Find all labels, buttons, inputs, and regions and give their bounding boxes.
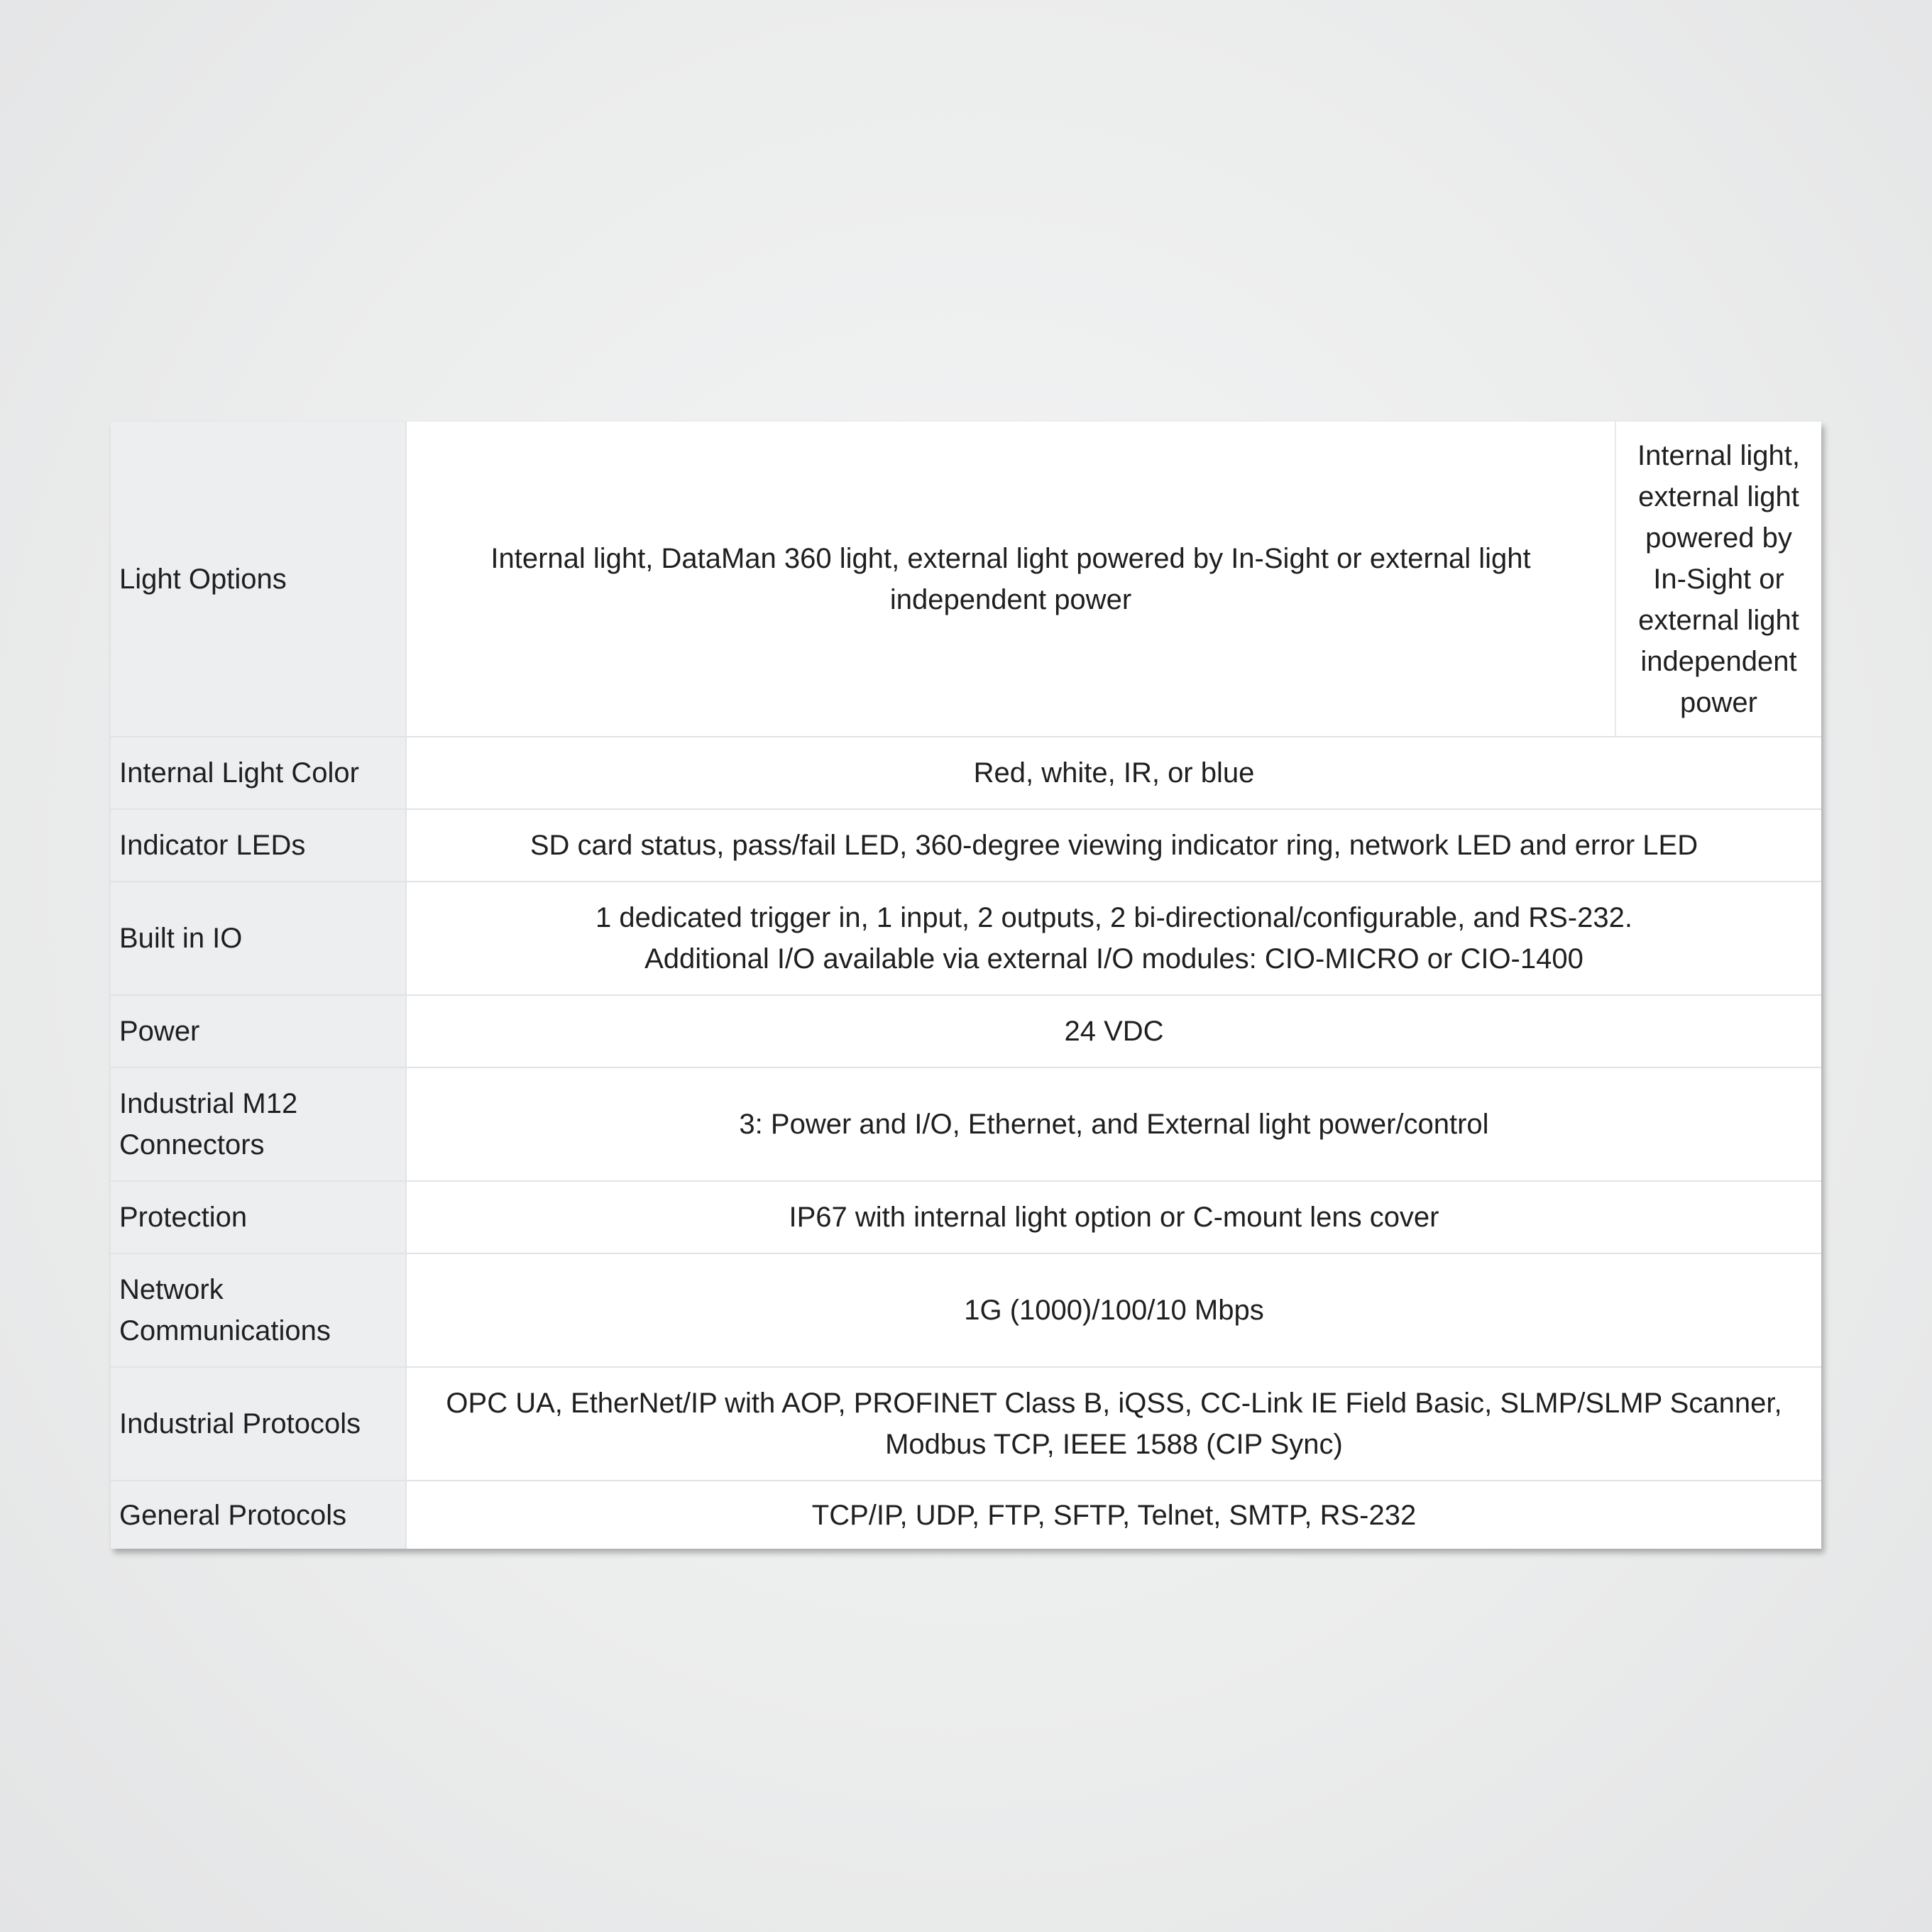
- spec-label-line: Connectors: [119, 1129, 265, 1160]
- spec-label: [111, 1253, 406, 1367]
- spec-row-industrial-protocols: [111, 1367, 1821, 1481]
- spec-value-line: Red, white, IR, or blue: [973, 757, 1255, 789]
- spec-row-network-communications: [111, 1253, 1821, 1367]
- spec-table-card: [111, 422, 1821, 1549]
- spec-value-line: Additional I/O available via external I/O modules: CIO-MICRO or CIO-1400: [644, 943, 1584, 975]
- spec-label: General Protocols: [111, 1481, 406, 1549]
- spec-value: [406, 1367, 1821, 1481]
- spec-value-line: IP67 with internal light option or C-mount lens cover: [789, 1202, 1439, 1233]
- spec-row-built-in-io: [111, 882, 1821, 995]
- spec-row-light-options: [111, 422, 1821, 737]
- spec-value-line: In-Sight or: [1653, 563, 1784, 595]
- spec-row-general-protocols: [111, 1481, 1821, 1549]
- spec-label-line: Network: [119, 1274, 224, 1305]
- spec-label: [111, 1067, 406, 1181]
- spec-value: [406, 809, 1821, 882]
- spec-label: Built in IO: [111, 882, 406, 995]
- spec-value-line: Modbus TCP, IEEE 1588 (CIP Sync): [885, 1429, 1343, 1460]
- spec-value: [406, 422, 1615, 737]
- spec-row-industrial-m12-connectors: [111, 1067, 1821, 1181]
- spec-value-line: OPC UA, EtherNet/IP with AOP, PROFINET Class B, iQSS, CC-Link IE Field Basic, SLMP/SLMP Scanner,: [446, 1388, 1782, 1419]
- spec-value-line: SD card status, pass/fail LED, 360-degree viewing indicator ring, network LED and error LED: [529, 830, 1698, 861]
- spec-value: [406, 995, 1821, 1067]
- spec-row-power: [111, 995, 1821, 1067]
- spec-value-line: independent power: [889, 583, 1132, 615]
- spec-value: [406, 882, 1821, 995]
- spec-value-line: Internal light,: [1637, 439, 1801, 471]
- spec-value: [406, 1181, 1821, 1253]
- spec-label: Light Options: [111, 422, 406, 737]
- spec-label-line: Industrial M12: [119, 1088, 298, 1119]
- spec-value: [406, 1253, 1821, 1367]
- spec-value-line: 1 dedicated trigger in, 1 input, 2 outputs, 2 bi-directional/configurable, and RS-232.: [595, 902, 1632, 933]
- spec-row-protection: [111, 1181, 1821, 1253]
- spec-value: [406, 737, 1821, 809]
- spec-label: Industrial Protocols: [111, 1367, 406, 1481]
- spec-value-line: independent: [1640, 645, 1797, 677]
- spec-row-indicator-leds: [111, 809, 1821, 882]
- spec-value-line: 24 VDC: [1064, 1016, 1164, 1047]
- spec-value-line: 1G (1000)/100/10 Mbps: [964, 1295, 1264, 1326]
- spec-label-line: Communications: [119, 1315, 331, 1346]
- spec-value-line: 3: Power and I/O, Ethernet, and External light power/control: [739, 1109, 1489, 1140]
- spec-value-line: external light: [1638, 481, 1799, 512]
- spec-value-line: external light: [1638, 604, 1799, 636]
- spec-label: Protection: [111, 1181, 406, 1253]
- spec-value-line: Internal light, DataMan 360 light, external light powered by In-Sight or external light: [490, 542, 1531, 574]
- spec-table: [111, 422, 1821, 1549]
- spec-value-line: TCP/IP, UDP, FTP, SFTP, Telnet, SMTP, RS-232: [811, 1499, 1417, 1531]
- spec-value-line: power: [1680, 686, 1757, 718]
- spec-row-internal-light-color: [111, 737, 1821, 809]
- spec-value: [406, 1067, 1821, 1181]
- spec-value: [406, 1481, 1821, 1549]
- spec-label: Power: [111, 995, 406, 1067]
- spec-value-line: powered by: [1645, 522, 1792, 554]
- spec-label: Internal Light Color: [111, 737, 406, 809]
- spec-value-extra: [1615, 422, 1821, 737]
- spec-label: Indicator LEDs: [111, 809, 406, 882]
